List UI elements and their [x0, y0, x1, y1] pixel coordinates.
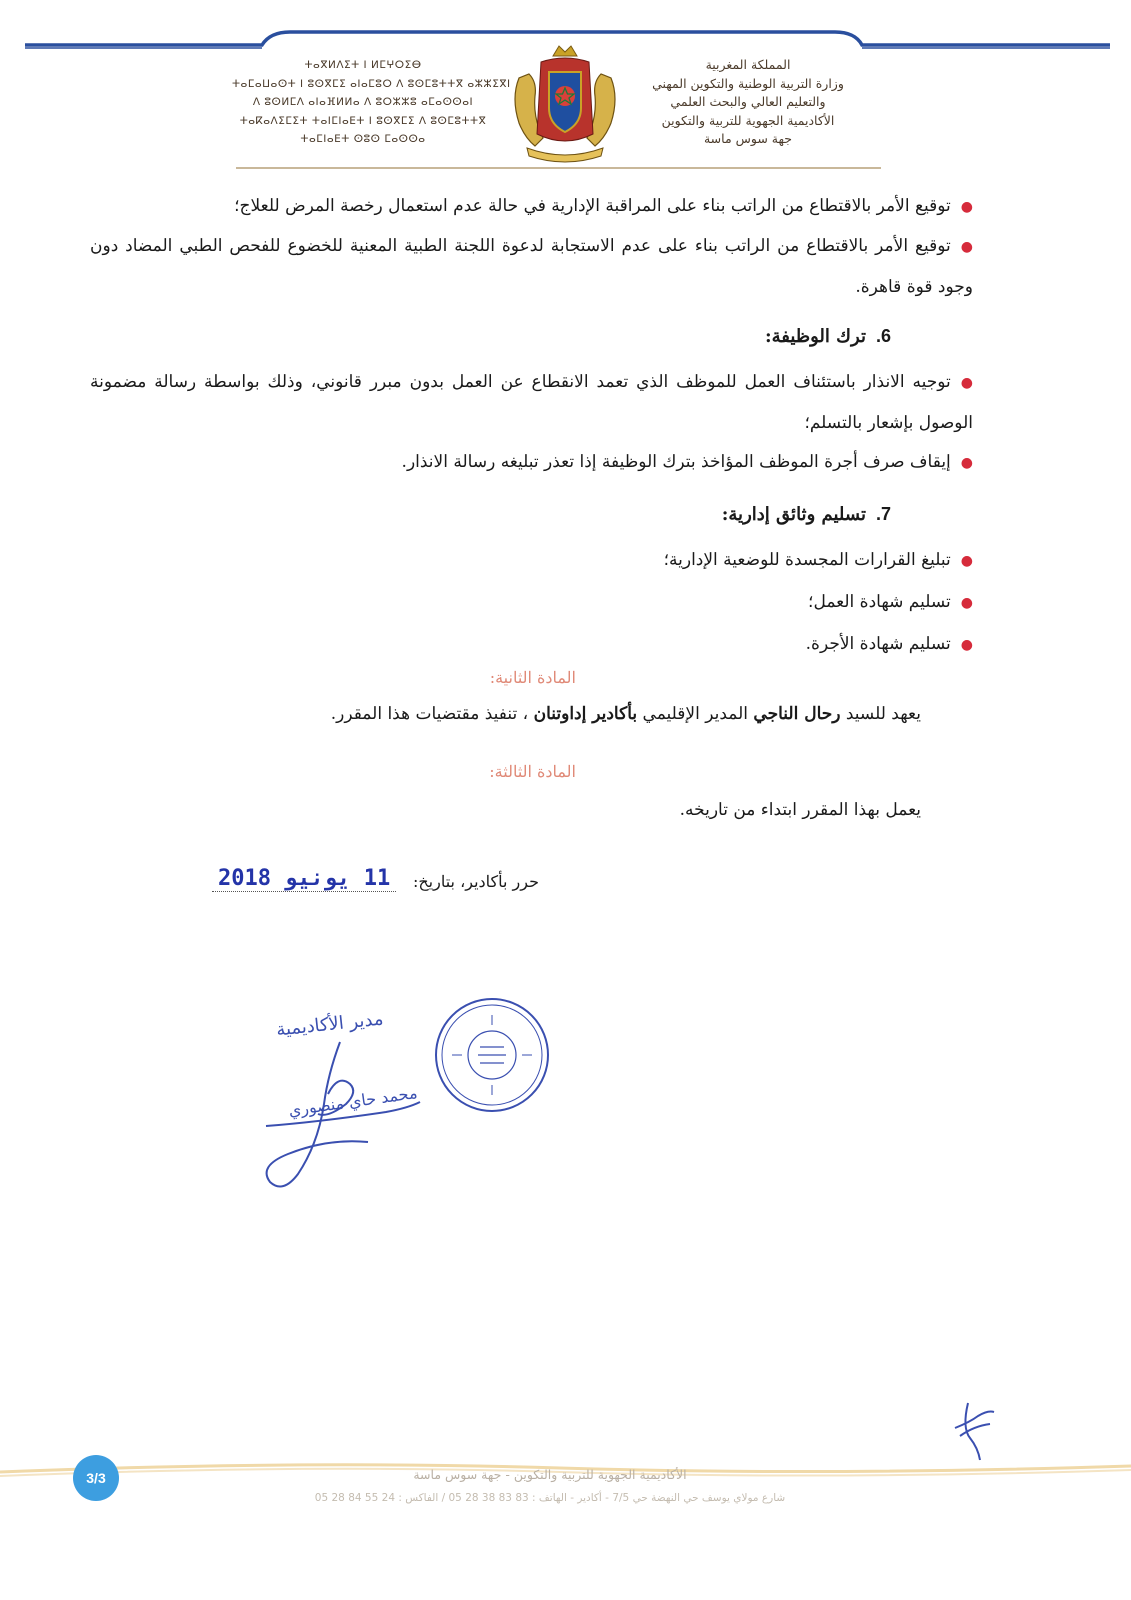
article-heading: المادة الثانية: [489, 668, 576, 687]
article-heading: المادة الثالثة: [489, 762, 576, 781]
list-item: ●تبليغ القرارات المجسدة للوضعية الإدارية؛ [90, 540, 973, 581]
tifinagh-line: ⵜⴰⵎⵏⴰⴹⵜ ⵙⵓⵙ ⵎⴰⵙⵙⴰ [300, 133, 426, 145]
list-item: ●توقيع الأمر بالاقتطاع من الراتب بناء على عدم الاستجابة لدعوة اللجنة الطبية المعنية للخضوع للفحص الطبي المضاد دون وجود قوة قاهرة. [90, 226, 973, 307]
bullet-icon: ● [960, 553, 973, 569]
bullet-icon: ● [960, 199, 973, 215]
bullet-icon: ● [960, 637, 973, 653]
bullet-icon: ● [960, 455, 973, 471]
arabic-line: جهة سوس ماسة [703, 131, 792, 146]
bullet-icon: ● [960, 375, 973, 391]
header-divider [236, 167, 881, 169]
list-item: ●توقيع الأمر بالاقتطاع من الراتب بناء على المراقبة الإدارية في حالة عدم استعمال رخصة المرض للعلاج؛ [90, 186, 973, 227]
moroccan-coat-of-arms-icon [505, 38, 625, 166]
header-arabic [623, 56, 873, 149]
place-name: بأكادير إداوتنان [533, 704, 638, 724]
bullet-icon: ● [960, 595, 973, 611]
tifinagh-line: ⵜⴰⴳⵍⴷⵉⵜ ⵏ ⵍⵎⵖⵔⵉⴱ [304, 59, 422, 71]
tifinagh-line: ⵜⴰⵎⴰⵡⴰⵙⵜ ⵏ ⵓⵙⴳⵎⵉ ⴰⵏⴰⵎⵓⵔ ⴷ ⵓⵙⵎⵓⵜⵜⴳ ⴰⵣⵣⵉⴳⵏ [232, 77, 511, 90]
page-number-badge: 3/3 [73, 1455, 119, 1501]
arabic-line: والتعليم العالي والبحث العلمي [670, 94, 826, 109]
footer-institution: الأكاديمية الجهوية للتربية والتكوين - جهة سوس ماسة [413, 1467, 687, 1482]
arabic-line: المملكة المغربية [705, 57, 791, 72]
tifinagh-line: ⴷ ⵓⵙⵍⵎⴷ ⴰⵏⴰⴼⵍⵍⴰ ⴷ ⵓⵔⵣⵣⵓ ⴰⵎⴰⵙⵙⴰⵏ [252, 96, 474, 108]
bullet-icon: ● [960, 239, 973, 255]
signature-name: محمد حاي منصوري [287, 1083, 419, 1120]
list-item: ●تسليم شهادة العمل؛ [90, 582, 973, 623]
list-item: ●إيقاف صرف أجرة الموظف المؤاخذ بترك الوظيفة إذا تعذر تبليغه رسالة الانذار. [90, 442, 973, 483]
footer-address: شارع مولاي يوسف حي النهضة حي 7/5 - أكادير - الهاتف : 83 83 38 28 05 / الفاكس : 24 55 84 28 05 [314, 1492, 786, 1504]
arabic-line: الأكاديمية الجهوية للتربية والتكوين [661, 112, 835, 128]
tifinagh-line: ⵜⴰⴽⴰⴷⵉⵎⵉⵜ ⵜⴰⵏⵎⵏⴰⴹⵜ ⵏ ⵓⵙⴳⵎⵉ ⴷ ⵓⵙⵎⵓⵜⵜⴳ [239, 114, 487, 127]
signature-title: مدير الأكاديمية [275, 1008, 385, 1041]
date-stamp: 11 يونيو 2018 [212, 866, 396, 892]
header-tifinagh [232, 56, 511, 149]
official-stamp-icon [432, 995, 552, 1115]
section-title: 7.تسليم وثائق إدارية: [721, 504, 891, 525]
list-item: ●توجيه الانذار باستئناف العمل للموظف الذي تعمد الانقطاع عن العمل بدون مبرر قانوني، وذلك بواسطة رسالة مضمونة الوصول بإشعار بالتسلم؛ [90, 362, 973, 443]
article-text: يعهد للسيد رحال الناجي المدير الإقليمي بأكادير إداوتنان ، تنفيذ مقتضيات هذا المقرر. [330, 704, 921, 724]
person-name: رحال الناجي [753, 704, 841, 724]
article-text: يعمل بهذا المقرر ابتداء من تاريخه. [679, 800, 921, 820]
section-title: 6.ترك الوظيفة: [764, 326, 891, 347]
date-label: حرر بأكادير، بتاريخ: [412, 872, 539, 891]
list-item: ●تسليم شهادة الأجرة. [90, 624, 973, 665]
signature-scribble-icon [258, 1034, 428, 1199]
arabic-line: وزارة التربية الوطنية والتكوين المهني [652, 75, 844, 91]
